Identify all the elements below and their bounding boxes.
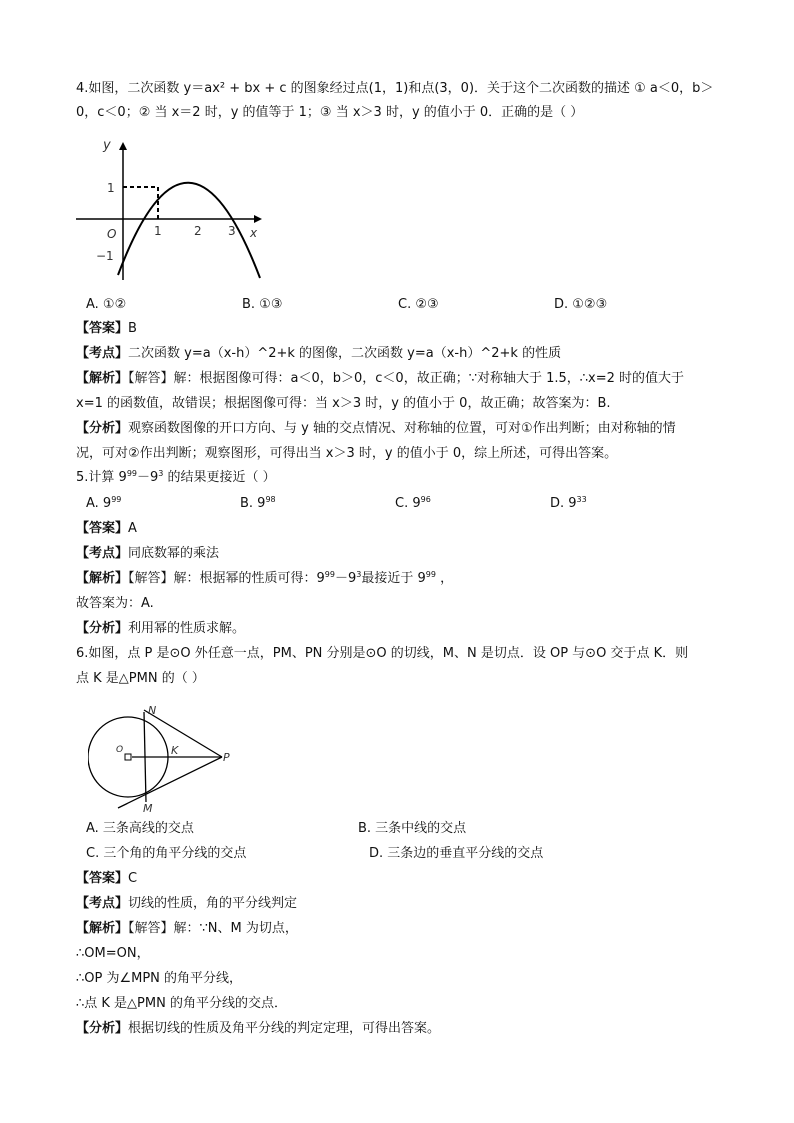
y-axis-arrow: [119, 142, 127, 150]
parabola-curve: [118, 183, 260, 278]
q6-kaodian: 【考点】切线的性质，角的平分线判定: [76, 896, 298, 911]
q4-jiexi-line2: x=1 的函数值，故错误；根据图像可得：当 x＞3 时，y 的值小于 0，故正确；故答案为：B.: [76, 396, 611, 411]
origin-label: O: [107, 227, 117, 241]
tick-label-2: 2: [194, 224, 202, 238]
tangent-pm: [118, 757, 222, 808]
q6-fenxi: 【分析】根据切线的性质及角平分线的判定定理，可得出答案。: [76, 1021, 441, 1036]
q5-option-c: C. $9^{96}$: [395, 495, 431, 511]
q6-answer: 【答案】C: [76, 871, 138, 886]
q6-option-d: D. 三条边的垂直平分线的交点: [369, 846, 544, 861]
label-k: K: [171, 744, 179, 757]
center-o-marker: [125, 754, 131, 760]
tick-label-3: 3: [228, 224, 236, 238]
y-tick-label-1: 1: [107, 181, 115, 195]
q6-option-c: C. 三个角的角平分线的交点: [86, 846, 247, 861]
q4-fenxi-line2: 况，可对②作出判断；观察图形，可得出当 x＞3 时，y 的值小于 0，综上所述，可得出答案。: [76, 446, 618, 461]
q6-jiexi-line3: ∴OP 为∠MPN 的角平分线，: [76, 971, 243, 986]
label-p: P: [223, 751, 230, 764]
q4-stem-line2: 0，c＜0；② 当 x＝2 时，y 的值等于 1；③ 当 x＞3 时，y 的值小于 0．正确的是（ ）: [76, 105, 584, 120]
q5-option-a: A. $9^{99}$: [86, 495, 122, 511]
q4-kaodian: 【考点】二次函数 y=a（x-h）^2+k 的图像，二次函数 y=a（x-h）^2+k 的性质: [76, 346, 562, 361]
q4-answer: 【答案】B: [76, 321, 137, 336]
q4-option-d: D. ①②③: [554, 297, 608, 312]
axis-label-y: y: [103, 138, 111, 153]
q5-answer: 【答案】A: [76, 521, 137, 536]
q4-jiexi-line1: 【解析】【解答】解：根据图像可得：a＜0，b＞0，c＜0，故正确；∵对称轴大于 1.5，∴x=2 时的值大于: [76, 371, 685, 386]
q4-fenxi-line1: 【分析】观察函数图像的开口方向、与 y 轴的交点情况、对称轴的位置，可对①作出判断；由对称轴的情: [76, 421, 676, 436]
y-tick-label-neg1: −1: [96, 249, 114, 263]
q5-stem: 5.计算 $9^{99}-9^3$ 的结果更接近（ ）: [76, 469, 276, 485]
q4-parabola-graph: [70, 130, 270, 290]
label-o: O: [116, 745, 124, 755]
q5-fenxi: 【分析】利用幂的性质求解。: [76, 621, 246, 636]
q6-option-b: B. 三条中线的交点: [358, 821, 467, 836]
q6-stem-line2: 点 K 是△PMN 的（ ）: [76, 671, 205, 686]
tick-label-1: 1: [154, 224, 162, 238]
q4-option-c: C. ②③: [398, 297, 439, 312]
q5-kaodian: 【考点】同底数幂的乘法: [76, 546, 220, 561]
q4-stem-line1: 4.如图，二次函数 y＝ax² + bx + c 的图象经过点(1，1)和点(3，0)．关于这个二次函数的描述 ① a＜0，b＞: [76, 81, 714, 96]
q5-option-d: D. $9^{33}$: [550, 495, 587, 511]
x-axis-arrow: [254, 215, 262, 223]
q6-jiexi-line1: 【解析】【解答】解：∵N、M 为切点，: [76, 921, 298, 936]
q4-option-a: A. ①②: [86, 297, 127, 312]
label-m: M: [143, 802, 153, 812]
q5-jiexi-line2: 故答案为：A.: [76, 596, 154, 611]
tangent-pn: [144, 710, 222, 757]
axis-label-x: x: [250, 226, 258, 240]
q6-stem-line1: 6.如图，点 P 是⊙O 外任意一点，PM、PN 分别是⊙O 的切线，M、N 是切点．设 OP 与⊙O 交于点 K．则: [76, 646, 689, 661]
q4-option-b: B. ①③: [242, 297, 283, 312]
q5-option-b: B. $9^{98}$: [240, 495, 276, 511]
q6-option-a: A. 三条高线的交点: [86, 821, 194, 836]
q6-jiexi-line4: ∴点 K 是△PMN 的角平分线的交点．: [76, 996, 287, 1011]
q6-jiexi-line2: ∴OM=ON，: [76, 946, 150, 961]
q5-jiexi-line1: 【解析】【解答】解：根据幂的性质可得：$9^{99}-9^3$最接近于 $9^{99}$ ，: [76, 570, 454, 586]
label-n: N: [148, 704, 157, 717]
q6-circle-tangent-figure: [88, 700, 238, 812]
